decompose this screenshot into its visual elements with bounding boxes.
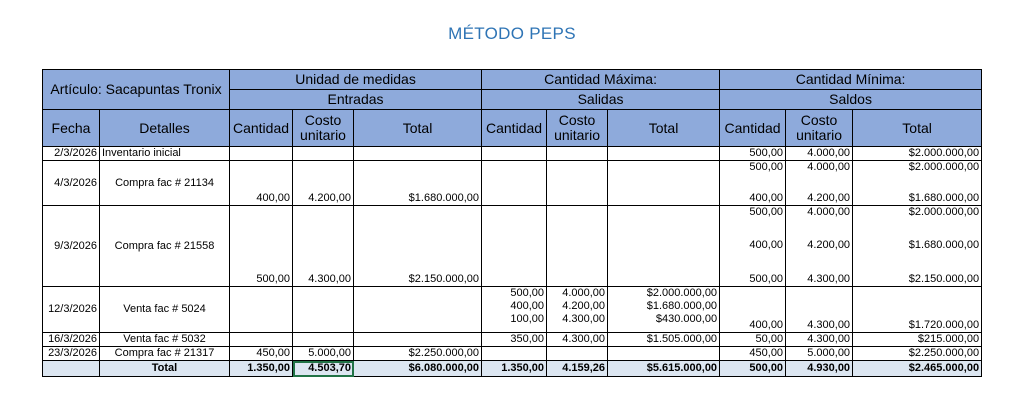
- peps-table: [42, 69, 982, 377]
- salidas-cantidad-cell[interactable]: [482, 147, 547, 161]
- salidas-cantidad-cell[interactable]: [482, 347, 547, 361]
- totals-salidas-total[interactable]: $5.615.000,00: [608, 361, 720, 377]
- detalles-cell[interactable]: Compra fac # 21134: [100, 161, 230, 206]
- entradas-cantidad-cell[interactable]: [230, 287, 293, 333]
- stack-value: 500,00: [749, 273, 784, 285]
- stack-value: $1.680.000,00: [646, 300, 718, 312]
- fecha-cell[interactable]: 16/3/2026: [43, 333, 100, 347]
- entradas-cantidad-cell[interactable]: [230, 333, 293, 347]
- fecha-cell[interactable]: 2/3/2026: [43, 147, 100, 161]
- page-title: MÉTODO PEPS: [448, 24, 576, 43]
- salidas-cantidad-cell[interactable]: 350,00: [482, 333, 547, 347]
- saldos-total-header[interactable]: Total: [853, 110, 982, 147]
- stack-value: 4.200,00: [562, 300, 606, 312]
- stack-value: $1.680.000,00: [908, 239, 980, 251]
- table-row: [43, 206, 982, 287]
- table-row: [43, 147, 982, 161]
- saldos-header[interactable]: Saldos: [720, 90, 982, 110]
- salidas-cantidad-cell[interactable]: [482, 206, 547, 287]
- entradas-costo-cell[interactable]: [293, 147, 354, 161]
- totals-row: [43, 361, 982, 377]
- detalles-header[interactable]: Detalles: [100, 110, 230, 147]
- stack-value: $1.680.000,00: [908, 192, 980, 204]
- stack-value: 4.000,00: [807, 161, 851, 173]
- entradas-header[interactable]: Entradas: [230, 90, 482, 110]
- saldos-total-cell[interactable]: [853, 206, 982, 287]
- saldos-costo-cell[interactable]: [786, 161, 853, 206]
- saldos-cantidad-cell[interactable]: 500,00: [720, 147, 786, 161]
- salidas-costo-cell[interactable]: 4.300,00: [547, 333, 608, 347]
- entradas-total-cell[interactable]: $2.250.000,00: [354, 347, 482, 361]
- entradas-costo-cell[interactable]: 4.300,00: [293, 206, 354, 287]
- fecha-cell[interactable]: 9/3/2026: [43, 206, 100, 287]
- stack-value: 4.000,00: [807, 206, 851, 218]
- saldos-costo-cell[interactable]: 4.300,00: [786, 287, 853, 333]
- salidas-total-cell[interactable]: [608, 287, 720, 333]
- max-qty-header[interactable]: Cantidad Máxima:: [482, 70, 720, 90]
- entradas-total-cell[interactable]: $2.150.000,00: [354, 206, 482, 287]
- detalles-cell[interactable]: Inventario inicial: [100, 147, 230, 161]
- totals-entradas-total[interactable]: $6.080.000,00: [354, 361, 482, 377]
- fecha-cell[interactable]: 12/3/2026: [43, 287, 100, 333]
- stack-value: 4.300,00: [562, 313, 606, 325]
- totals-entradas-costo[interactable]: 4.503,70: [293, 361, 354, 377]
- saldos-cantidad-cell[interactable]: [720, 161, 786, 206]
- saldos-costo-header[interactable]: Costo unitario: [786, 110, 853, 147]
- saldos-total-cell[interactable]: $215.000,00: [853, 333, 982, 347]
- saldos-cantidad-cell[interactable]: [720, 206, 786, 287]
- stack-value: $2.000.000,00: [908, 161, 980, 173]
- stack-value: 4.200,00: [807, 192, 851, 204]
- totals-saldos-costo[interactable]: 4.930,00: [786, 361, 853, 377]
- entradas-cantidad-cell[interactable]: 400,00: [230, 161, 293, 206]
- salidas-costo-cell[interactable]: [547, 287, 608, 333]
- stack-value: 500,00: [749, 206, 784, 218]
- entradas-total-cell[interactable]: [354, 287, 482, 333]
- entradas-cantidad-header[interactable]: Cantidad: [230, 110, 293, 147]
- entradas-total-header[interactable]: Total: [354, 110, 482, 147]
- entradas-cantidad-cell[interactable]: 500,00: [230, 206, 293, 287]
- entradas-costo-cell[interactable]: [293, 333, 354, 347]
- stack-value: $2.000.000,00: [908, 206, 980, 218]
- saldos-total-cell[interactable]: [853, 161, 982, 206]
- saldos-total-cell[interactable]: $1.720.000,00: [853, 287, 982, 333]
- entradas-total-cell[interactable]: [354, 333, 482, 347]
- fecha-cell[interactable]: 23/3/2026: [43, 347, 100, 361]
- totals-entradas-cantidad[interactable]: 1.350,00: [230, 361, 293, 377]
- saldos-cantidad-cell[interactable]: 400,00: [720, 287, 786, 333]
- saldos-costo-cell[interactable]: 4.300,00: [786, 333, 853, 347]
- entradas-costo-cell[interactable]: 4.200,00: [293, 161, 354, 206]
- salidas-cantidad-cell[interactable]: [482, 161, 547, 206]
- salidas-cantidad-cell[interactable]: [482, 287, 547, 333]
- saldos-cantidad-header[interactable]: Cantidad: [720, 110, 786, 147]
- salidas-costo-cell[interactable]: [547, 161, 608, 206]
- salidas-costo-cell[interactable]: [547, 147, 608, 161]
- detalles-cell[interactable]: Venta fac # 5032: [100, 333, 230, 347]
- totals-fecha-cell[interactable]: [43, 361, 100, 377]
- stack-value: 100,00: [510, 313, 545, 325]
- article-header[interactable]: Artículo: Sacapuntas Tronix: [43, 70, 230, 110]
- saldos-cantidad-cell[interactable]: 450,00: [720, 347, 786, 361]
- table-row: [43, 287, 982, 333]
- totals-saldos-cantidad[interactable]: 500,00: [720, 361, 786, 377]
- salidas-total-cell[interactable]: [608, 206, 720, 287]
- salidas-costo-cell[interactable]: [547, 347, 608, 361]
- saldos-costo-cell[interactable]: 4.000,00: [786, 147, 853, 161]
- saldos-costo-cell[interactable]: [786, 206, 853, 287]
- stack-value: 400,00: [510, 300, 545, 312]
- entradas-costo-header[interactable]: Costo unitario: [293, 110, 354, 147]
- salidas-total-cell[interactable]: $1.505.000,00: [608, 333, 720, 347]
- stack-value: 4.000,00: [562, 287, 606, 299]
- totals-salidas-costo[interactable]: 4.159,26: [547, 361, 608, 377]
- stack-value: 400,00: [749, 192, 784, 204]
- entradas-total-cell[interactable]: [354, 147, 482, 161]
- unit-header[interactable]: Unidad de medidas: [230, 70, 482, 90]
- saldos-total-cell[interactable]: $2.250.000,00: [853, 347, 982, 361]
- entradas-cantidad-cell[interactable]: [230, 147, 293, 161]
- stack-value: 500,00: [510, 287, 545, 299]
- saldos-cantidad-cell[interactable]: 50,00: [720, 333, 786, 347]
- salidas-total-header[interactable]: Total: [608, 110, 720, 147]
- saldos-total-cell[interactable]: $2.000.000,00: [853, 147, 982, 161]
- stack-value: 500,00: [749, 161, 784, 173]
- stack-value: 4.200,00: [807, 239, 851, 251]
- entradas-costo-cell[interactable]: [293, 287, 354, 333]
- salidas-total-cell[interactable]: [608, 161, 720, 206]
- salidas-total-cell[interactable]: [608, 147, 720, 161]
- salidas-costo-header[interactable]: Costo unitario: [547, 110, 608, 147]
- salidas-costo-cell[interactable]: [547, 206, 608, 287]
- fecha-header[interactable]: Fecha: [43, 110, 100, 147]
- entradas-total-cell[interactable]: $1.680.000,00: [354, 161, 482, 206]
- stack-value: 400,00: [749, 239, 784, 251]
- entradas-costo-cell[interactable]: 5.000,00: [293, 347, 354, 361]
- salidas-cantidad-header[interactable]: Cantidad: [482, 110, 547, 147]
- saldos-costo-cell[interactable]: 5.000,00: [786, 347, 853, 361]
- totals-label[interactable]: Total: [100, 361, 230, 377]
- stack-value: $430.000,00: [655, 313, 718, 325]
- stack-value: 4.300,00: [807, 273, 851, 285]
- fecha-cell[interactable]: 4/3/2026: [43, 161, 100, 206]
- stack-value: $2.150.000,00: [908, 273, 980, 285]
- table-row: [43, 347, 982, 361]
- totals-saldos-total[interactable]: $2.465.000,00: [853, 361, 982, 377]
- min-qty-header[interactable]: Cantidad Mínima:: [720, 70, 982, 90]
- table-row: [43, 333, 982, 347]
- stack-value: $2.000.000,00: [646, 287, 718, 299]
- detalles-cell[interactable]: Compra fac # 21558: [100, 206, 230, 287]
- table-row: [43, 161, 982, 206]
- entradas-cantidad-cell[interactable]: 450,00: [230, 347, 293, 361]
- salidas-total-cell[interactable]: [608, 347, 720, 361]
- detalles-cell[interactable]: Compra fac # 21317: [100, 347, 230, 361]
- totals-salidas-cantidad[interactable]: 1.350,00: [482, 361, 547, 377]
- salidas-header[interactable]: Salidas: [482, 90, 720, 110]
- detalles-cell[interactable]: Venta fac # 5024: [100, 287, 230, 333]
